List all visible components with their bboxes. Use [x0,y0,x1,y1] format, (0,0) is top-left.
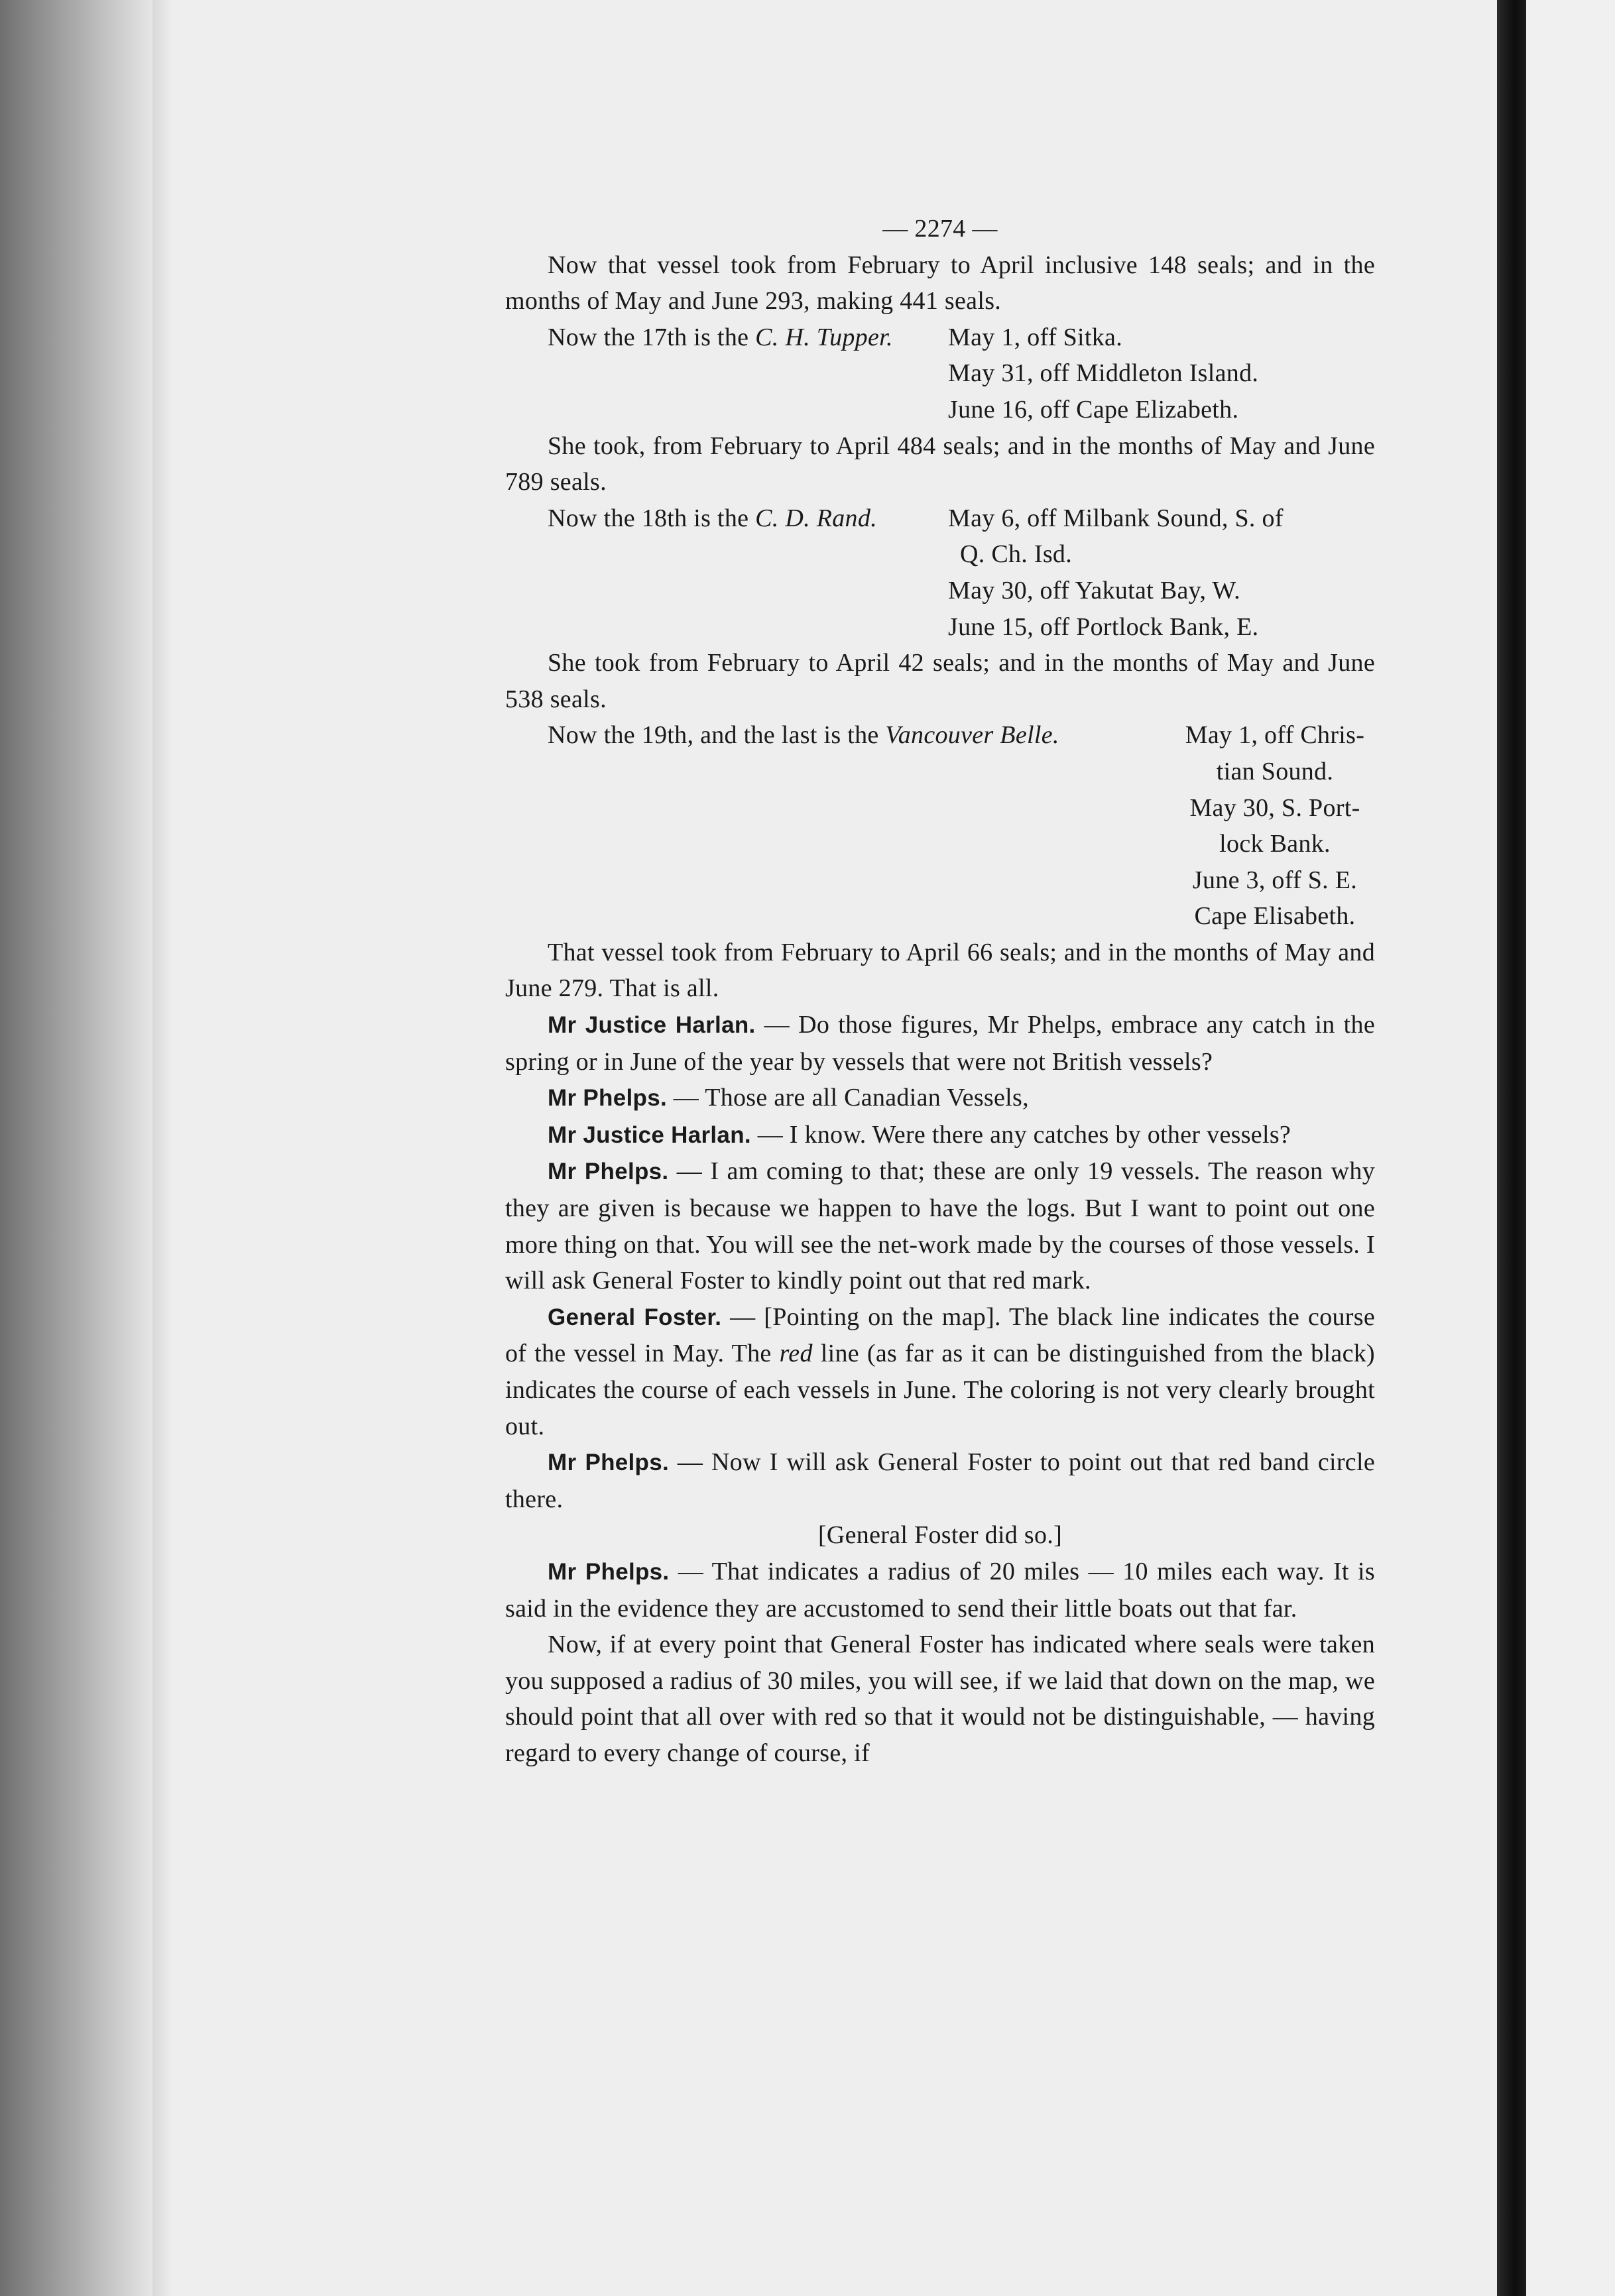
vessel-entry-17 [505,319,1375,428]
location-line: June 15, off Portlock Bank, E. [948,612,1259,641]
scan-left-edge [0,0,152,2296]
dialogue-paragraph: Mr Phelps. — That indicates a radius of 20 miles — 10 miles each way. It is said in the evidence they are accustomed to send their little boats out that far. [505,1557,1376,1623]
dialogue-paragraph: Mr Phelps. — I am coming to that; these are only 19 vessels. The reason why they are given is because we happen to have the logs. But I want to point out one more thing on that. You will see the net-work made by the courses of those vessels. I will ask General Foster to kindly point out that red mark. [505,1157,1376,1295]
vessel-name: C. H. Tupper. [755,323,893,351]
paragraph: Now, if at every point that General Foster has indicated where seals were taken you supposed a radius of 30 miles, you will see, if we laid that down on the map, we should point that all over with red so that it would not be distinguishable, — having regard to every change of course, if [505,1631,1375,1767]
location-line: lock Bank. [1219,830,1331,858]
location-line: May 6, off Milbank Sound, S. of [948,504,1284,532]
dialogue-paragraph: Mr Phelps. — Now I will ask General Foster to point out that red band circle there. [505,1448,1376,1513]
vessel-locations [948,319,1375,428]
vessel-locations [948,500,1375,645]
vessel-entry-18 [505,500,1375,645]
location-line: Q. Ch. Isd. [960,540,1073,569]
vessel-locations [1175,717,1375,935]
location-line: tian Sound. [1216,757,1334,785]
paragraph: Now that vessel took from February to April inclusive 148 seals; and in the months of May and June 293, making 441 seals. [505,251,1375,316]
location-line: June 16, off Cape Elizabeth. [948,395,1239,424]
vessel-entry-19 [505,717,1375,935]
location-line: May 1, off Chris- [1185,721,1365,750]
paragraph: She took, from February to April 484 seals; and in the months of May and June 789 seals. [505,431,1375,496]
page-shadow [152,0,172,2296]
dialogue-paragraph: Mr Justice Harlan. — I know. Were there any catches by other vessels? [548,1120,1291,1149]
dialogue-paragraph: General Foster. — [Pointing on the map]. The black line indicates the course of the vessel in May. The red line (as far as it can be distinguished from the black) indicates the course of each vessels in June. The coloring is not very clearly brought out. [505,1302,1375,1440]
location-line: May 30, off Yakutat Bay, W. [948,576,1240,604]
paragraph: She took from February to April 42 seals; and in the months of May and June 538 seals. [505,649,1375,713]
vessel-intro: Now the 18th is the C. D. Rand. [548,504,877,532]
vessel-name: Vancouver Belle. [885,721,1059,750]
vessel-name: C. D. Rand. [755,504,877,532]
paragraph: That vessel took from February to April 66 seals; and in the months of May and June 279. That is all. [505,938,1375,1003]
speaker-name: Mr Phelps. [548,1558,670,1585]
speaker-name: Mr Phelps. [548,1450,670,1476]
speaker-name: General Foster. [548,1304,722,1330]
facing-page-edge [1526,0,1615,2296]
stage-direction: [General Foster did so.] [817,1521,1063,1550]
location-line: May 31, off Middleton Island. [948,359,1259,388]
speaker-name: Mr Phelps. [548,1085,667,1112]
location-line: May 30, S. Port- [1189,793,1360,822]
vessel-intro: Now the 19th, and the last is the Vancouver Belle. [548,721,1059,750]
location-line: June 3, off S. E. [1192,866,1358,894]
page-number: — 2274 — [882,215,998,243]
page-text [505,211,1375,1772]
speaker-name: Mr Justice Harlan. [548,1012,756,1039]
speaker-name: Mr Justice Harlan. [548,1121,751,1148]
speaker-name: Mr Phelps. [548,1159,669,1185]
vessel-intro: Now the 17th is the C. H. Tupper. [548,323,893,351]
dialogue-paragraph: Mr Phelps. — Those are all Canadian Vessels, [548,1084,1029,1112]
dialogue-paragraph: Mr Justice Harlan. — Do those figures, Mr Phelps, embrace any catch in the spring or in June of the year by vessels that were not British vessels? [505,1011,1375,1076]
book-gutter [1497,0,1526,2296]
location-line: May 1, off Sitka. [948,323,1122,351]
location-line: Cape Elisabeth. [1194,902,1356,931]
